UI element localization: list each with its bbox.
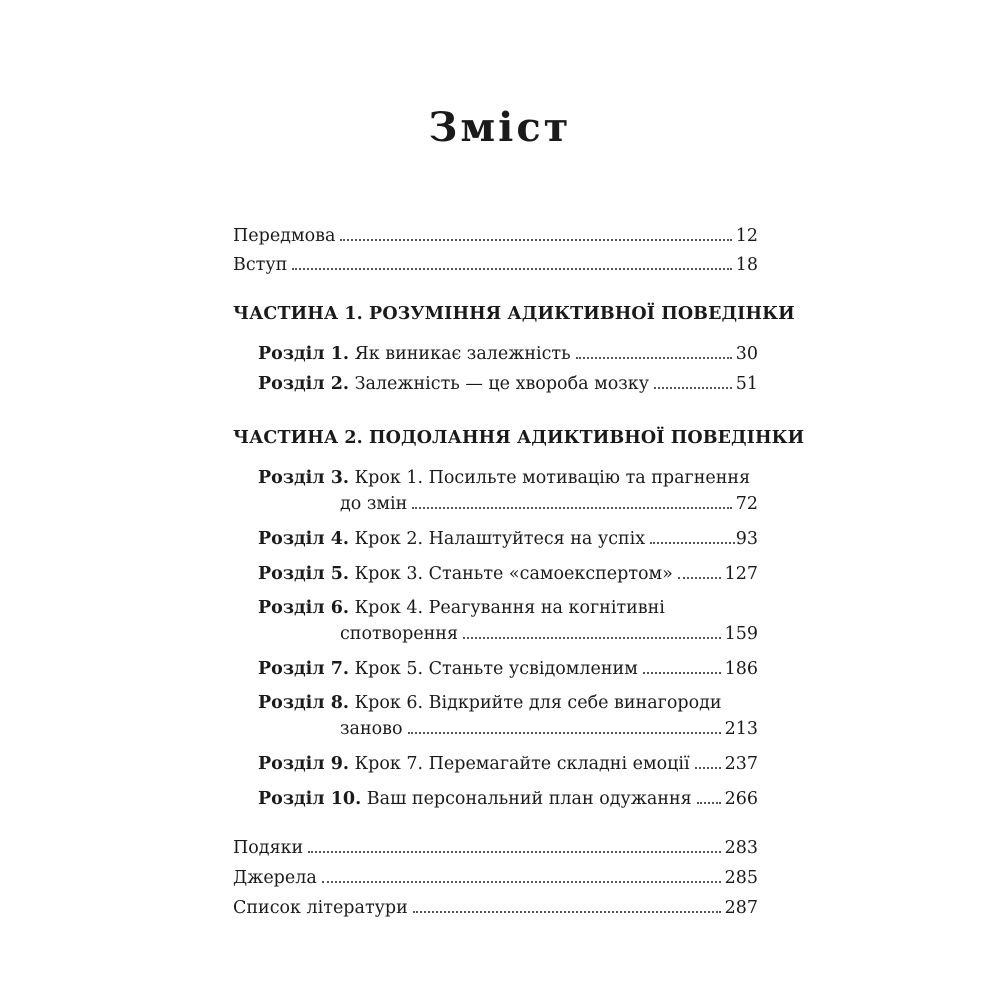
toc-entry-text: Джерела (233, 868, 317, 888)
toc-chapter-10[interactable] (258, 787, 758, 811)
toc-page-number: 266 (724, 789, 758, 809)
chapter-label: Розділ 4. (258, 529, 350, 549)
toc-page-number: 30 (735, 344, 758, 364)
toc-entry-text: Список літератури (233, 898, 408, 918)
chapter-label: Розділ 3. (258, 468, 350, 488)
chapter-title-continued: спотворення (340, 624, 458, 644)
chapter-label: Розділ 1. (258, 344, 350, 364)
toc-entry-acknowledgements[interactable] (233, 836, 758, 860)
dot-leader (678, 577, 721, 579)
dot-leader (292, 268, 731, 270)
dot-leader (308, 851, 720, 853)
toc-entry-foreword[interactable] (233, 224, 758, 248)
toc-page-number: 237 (724, 754, 758, 774)
toc-entry-introduction[interactable] (233, 253, 758, 277)
chapter-title: Крок 1. Посильте мотивацію та прагнення (354, 468, 751, 488)
dot-leader (643, 672, 721, 674)
dot-leader (695, 767, 721, 769)
dot-leader (654, 387, 732, 389)
page-title: Зміст (428, 104, 572, 151)
toc-chapter-6-line-1[interactable] (258, 596, 665, 620)
toc-page-number: 127 (724, 564, 758, 584)
toc-page-number: 159 (724, 624, 758, 644)
toc-page-number: 287 (724, 898, 758, 918)
toc-page-number: 213 (724, 719, 758, 739)
dot-leader (408, 732, 721, 734)
chapter-label: Розділ 2. (258, 374, 350, 394)
toc-entry-bibliography[interactable] (233, 896, 758, 920)
toc-chapter-8-line-2[interactable] (340, 717, 758, 741)
part-1-heading[interactable]: ЧАСТИНА 1. РОЗУМІННЯ АДИКТИВНОЇ ПОВЕДІНКИ (233, 304, 795, 324)
toc-page-number: 93 (735, 529, 758, 549)
chapter-title: Ваш персональний план одужання (366, 789, 692, 809)
toc-page-number: 12 (735, 226, 758, 246)
chapter-title: Крок 7. Перемагайте складні емоції (354, 754, 690, 774)
toc-chapter-2[interactable] (258, 372, 758, 396)
toc-page-number: 186 (724, 659, 758, 679)
chapter-title: Залежність — це хвороба мозку (354, 374, 650, 394)
toc-entry-text: Подяки (233, 838, 304, 858)
chapter-title: Крок 6. Відкрийте для себе винагороди (354, 693, 722, 713)
dot-leader (412, 507, 731, 509)
toc-chapter-1[interactable] (258, 342, 758, 366)
chapter-title: Крок 3. Станьте «самоекспертом» (354, 564, 673, 584)
dot-leader (413, 911, 721, 913)
dot-leader (463, 637, 721, 639)
toc-chapter-7[interactable] (258, 657, 758, 681)
dot-leader (322, 881, 721, 883)
chapter-label: Розділ 5. (258, 564, 350, 584)
chapter-title: Крок 5. Станьте усвідомленим (354, 659, 638, 679)
toc-chapter-9[interactable] (258, 752, 758, 776)
dot-leader (650, 542, 735, 544)
toc-entry-text: Передмова (233, 226, 336, 246)
toc-page-number: 18 (735, 255, 758, 275)
dot-leader (697, 802, 721, 804)
chapter-title: Крок 2. Налаштуйтеся на успіх (354, 529, 646, 549)
chapter-label: Розділ 6. (258, 598, 350, 618)
toc-chapter-3-line-1[interactable] (258, 466, 750, 490)
toc-chapter-8-line-1[interactable] (258, 691, 722, 715)
toc-page-number: 285 (724, 868, 758, 888)
toc-page-number: 51 (735, 374, 758, 394)
chapter-label: Розділ 10. (258, 789, 362, 809)
part-2-heading[interactable]: ЧАСТИНА 2. ПОДОЛАННЯ АДИКТИВНОЇ ПОВЕДІНКИ (233, 428, 805, 448)
dot-leader (340, 239, 731, 241)
toc-entry-text: Вступ (233, 255, 288, 275)
toc-chapter-3-line-2[interactable] (340, 492, 758, 516)
chapter-title: Крок 4. Реагування на когнітивні (354, 598, 665, 618)
toc-entry-sources[interactable] (233, 866, 758, 890)
chapter-label: Розділ 7. (258, 659, 350, 679)
toc-page-number: 283 (724, 838, 758, 858)
chapter-title-continued: заново (340, 719, 403, 739)
chapter-title: Як виникає залежність (354, 344, 571, 364)
toc-chapter-5[interactable] (258, 562, 758, 586)
toc-chapter-6-line-2[interactable] (340, 622, 758, 646)
chapter-label: Розділ 9. (258, 754, 350, 774)
toc-page-number: 72 (735, 494, 758, 514)
chapter-title-continued: до змін (340, 494, 408, 514)
dot-leader (576, 357, 732, 359)
toc-chapter-4[interactable] (258, 527, 758, 551)
chapter-label: Розділ 8. (258, 693, 350, 713)
